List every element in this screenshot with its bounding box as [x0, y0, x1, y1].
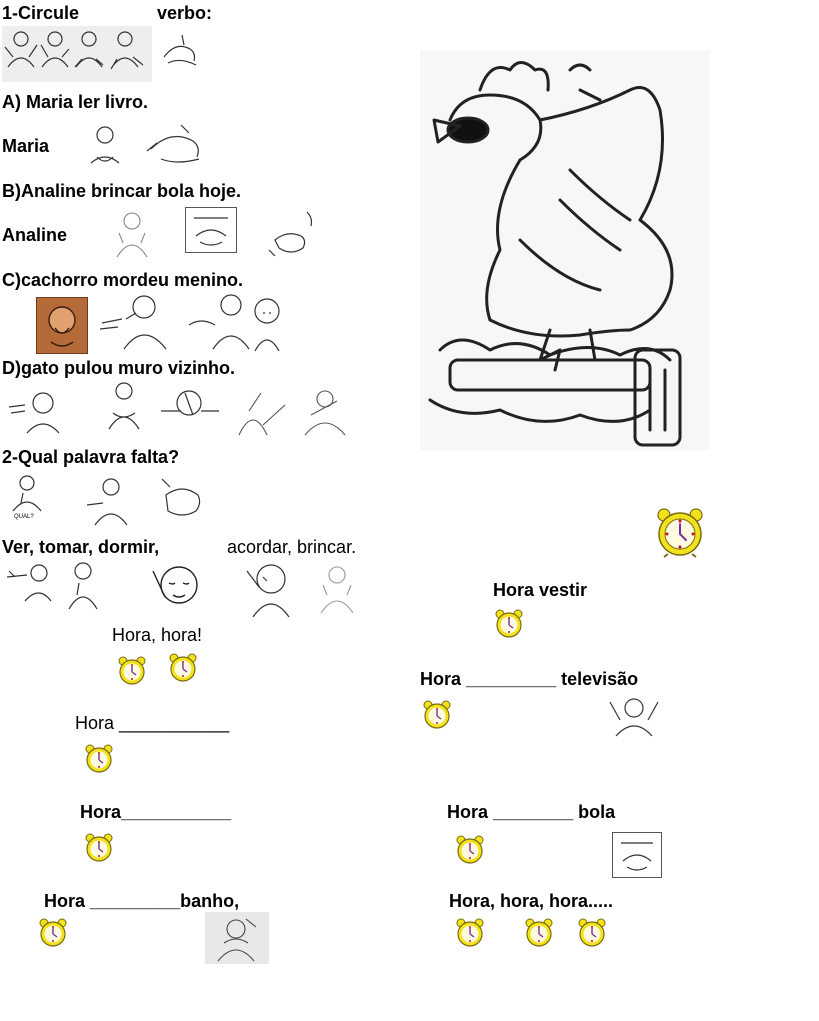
q1-item-b-sentence: B)Analine brincar bola hoje.: [2, 181, 242, 201]
falta-sign-image: [155, 472, 209, 524]
q1-title-word: verbo:: [157, 3, 213, 23]
song-left-line-3: Hora___________: [80, 802, 232, 822]
song-right-line-4: Hora, hora, hora.....: [449, 891, 614, 911]
song-left-line-4: Hora _________banho,: [44, 891, 240, 911]
q1-item-d-sentence: D)gato pulou muro vizinho.: [2, 358, 235, 378]
pulou-sign-image: [102, 378, 146, 434]
vizinho-sign-2-image: [294, 384, 354, 438]
cachorro-sign-photo: [36, 297, 88, 354]
alarm-clock-icon: [494, 609, 524, 639]
alarm-clock-icon: [524, 918, 554, 948]
song-right-line-1: Hora vestir: [493, 580, 588, 600]
vizinho-sign-image: [232, 384, 292, 438]
q1-title: 1-Circule: [2, 3, 80, 23]
palavra-sign-image: [84, 474, 130, 528]
alarm-clock-large-icon: [654, 506, 706, 558]
song-left-line-1: Hora, hora!: [112, 625, 203, 645]
q1-item-b-name: Analine: [2, 225, 68, 245]
ler-sign-image: [86, 122, 124, 172]
alarm-clock-icon: [168, 653, 198, 683]
alarm-clock-icon: [84, 833, 114, 863]
brincar-sign-2-image: [316, 562, 358, 616]
word-bank: Ver, tomar, dormir,: [2, 537, 160, 557]
verbo-sign-hands-image: [155, 26, 205, 72]
q2-title: 2-Qual palavra falta?: [2, 447, 180, 467]
alarm-clock-icon: [455, 835, 485, 865]
alarm-clock-icon: [422, 700, 452, 730]
alarm-clock-icon: [577, 918, 607, 948]
gato-sign-image: [6, 386, 64, 436]
acordar-sign-image: [238, 556, 298, 618]
livro-sign-image: [140, 118, 210, 168]
hoje-sign-image: [266, 205, 318, 261]
q1-item-c-sentence: C)cachorro mordeu menino.: [2, 270, 244, 290]
banho-sign-image: [205, 912, 269, 964]
televisao-sign-image: [605, 693, 663, 739]
tomar-sign-image: [64, 558, 102, 612]
alarm-clock-icon: [84, 744, 114, 774]
ver-sign-image: [4, 560, 54, 604]
word-bank-rest: acordar, brincar.: [227, 537, 357, 557]
bola-sign-image: [185, 207, 237, 253]
verbo-sign-strip-image: [2, 26, 152, 82]
menino-sign-image: [250, 290, 284, 354]
song-left-line-2: Hora ___________: [75, 713, 230, 733]
alarm-clock-icon: [455, 918, 485, 948]
mordeu-sign-2-image: [180, 288, 252, 352]
qual-sign-caption: QUAL?: [14, 514, 34, 520]
bola-sign-2-image: [612, 832, 662, 878]
brincar-sign-image: [110, 208, 154, 264]
mordeu-sign-image: [95, 288, 179, 352]
q1-item-a-sentence: A) Maria ler livro.: [2, 92, 149, 112]
hen-on-nest-illustration: [420, 50, 710, 450]
alarm-clock-icon: [38, 918, 68, 948]
dormir-sign-image: [146, 556, 210, 614]
q1-item-a-name: Maria: [2, 136, 50, 156]
alarm-clock-icon: [117, 656, 147, 686]
muro-sign-image: [158, 380, 222, 436]
song-right-line-2: Hora _________ televisão: [420, 669, 639, 689]
song-right-line-3: Hora ________ bola: [447, 802, 616, 822]
